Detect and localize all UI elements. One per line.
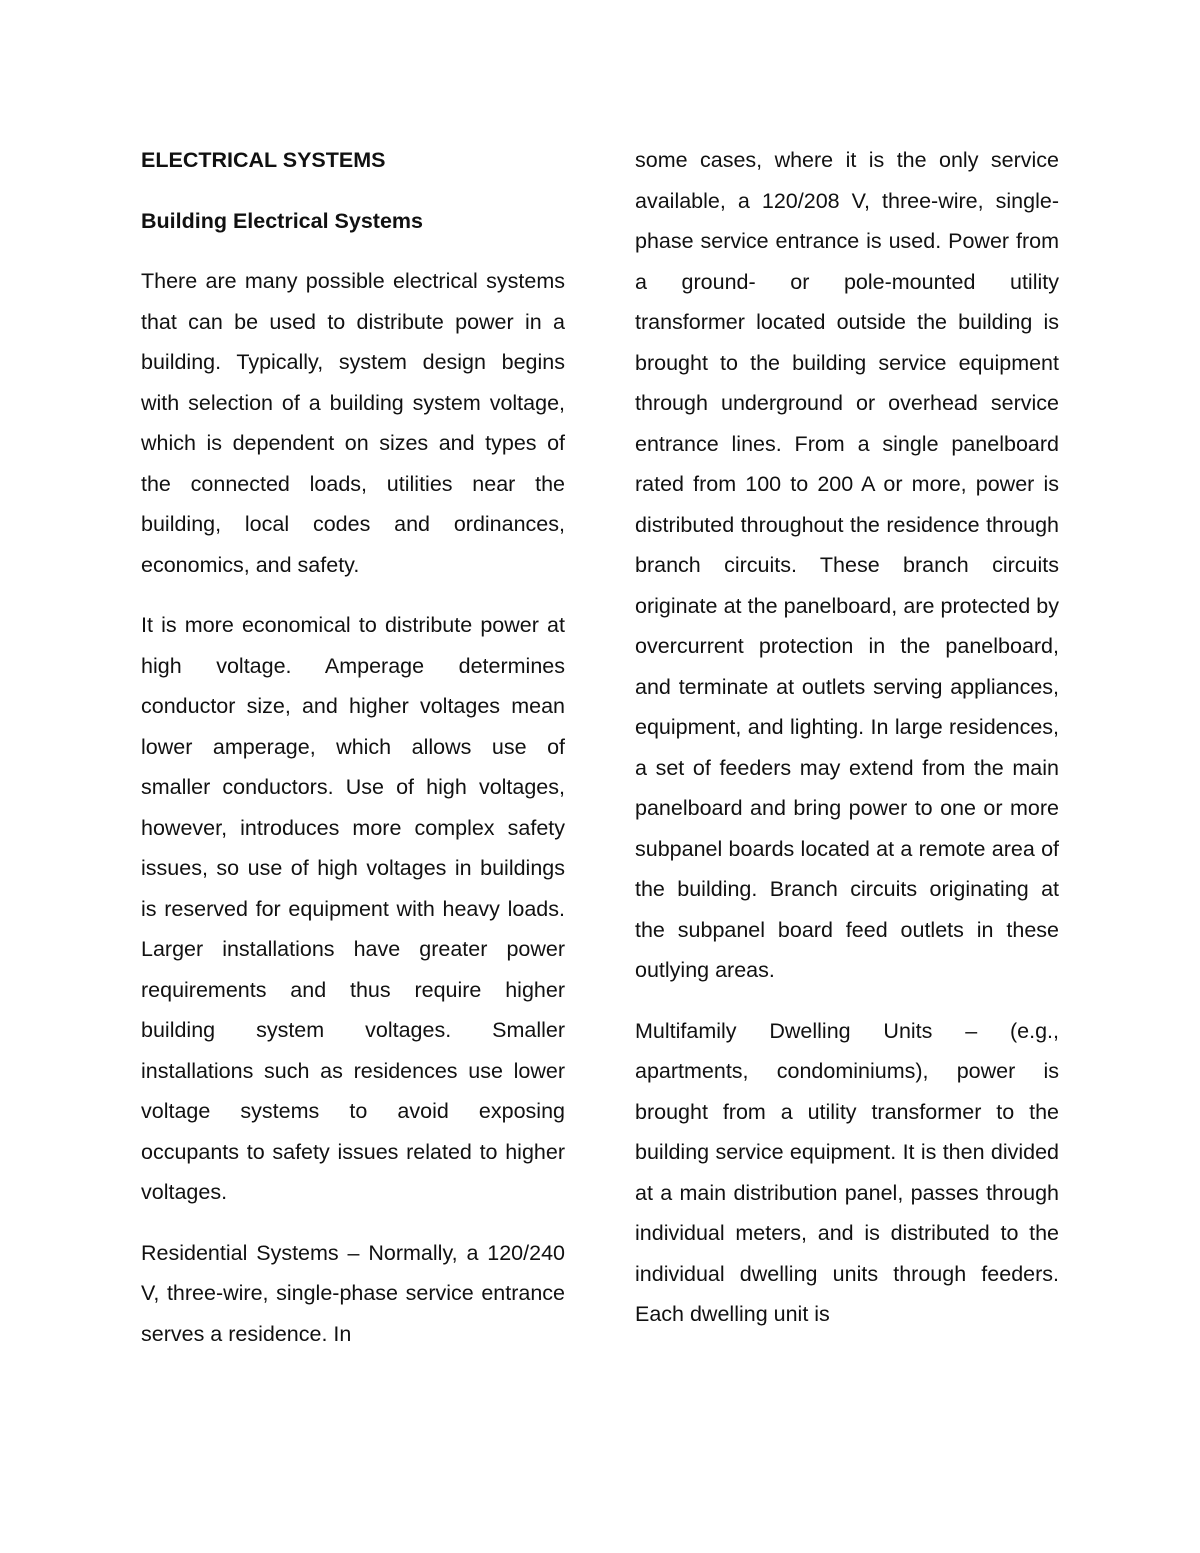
left-column	[141, 140, 565, 1354]
document-title: ELECTRICAL SYSTEMS	[141, 148, 386, 172]
paragraph-electrical-systems-intro: There are many possible electrical systems that can be used to distribute power in a building. Typically, system design begins with selection of a building system voltage, which is dependent on sizes and types of the connected loads, utilities near the building, local codes and ordinances, economics, and safety.	[141, 269, 565, 577]
right-column	[635, 140, 1059, 1335]
paragraph-multifamily-dwelling: Multifamily Dwelling Units – (e.g., apartments, condominiums), power is brought from a utility transformer to the building service equipment. It is then divided at a main distribution panel, passes through individual meters, and is distributed to the individual dwelling units through feeders. Each dwelling unit is	[635, 1018, 1059, 1326]
paragraph-residential-continued: some cases, where it is the only service available, a 120/208 V, three-wire, single-phase service entrance is used. Power from a ground- or pole-mounted utility transformer located outside the building is brought to the building service equipment through underground or overhead service entrance lines. From a single panelboard rated from 100 to 200 A or more, power is distributed throughout the residence through branch circuits. These branch circuits originate at the panelboard, are protected by overcurrent protection in the panelboard, and terminate at outlets serving appliances, equipment, and lighting. In large residences, a set of feeders may extend from the main panelboard and bring power to one or more subpanel boards located at a remote area of the building. Branch circuits originating at the subpanel board feed outlets in these outlying areas.	[635, 148, 1059, 982]
paragraph-residential-systems: Residential Systems – Normally, a 120/240 V, three-wire, single-phase service entrance serves a residence. In	[141, 1240, 565, 1346]
paragraph-high-voltage: It is more economical to distribute power at high voltage. Amperage determines conductor size, and higher voltages mean lower amperage, which allows use of smaller conductors. Use of high voltages, however, introduces more complex safety issues, so use of high voltages in buildings is reserved for equipment with heavy loads. Larger installations have greater power requirements and thus require higher building system voltages. Smaller installations such as residences use lower voltage systems to avoid exposing occupants to safety issues related to higher voltages.	[141, 613, 565, 1204]
section-heading: Building Electrical Systems	[141, 208, 423, 233]
